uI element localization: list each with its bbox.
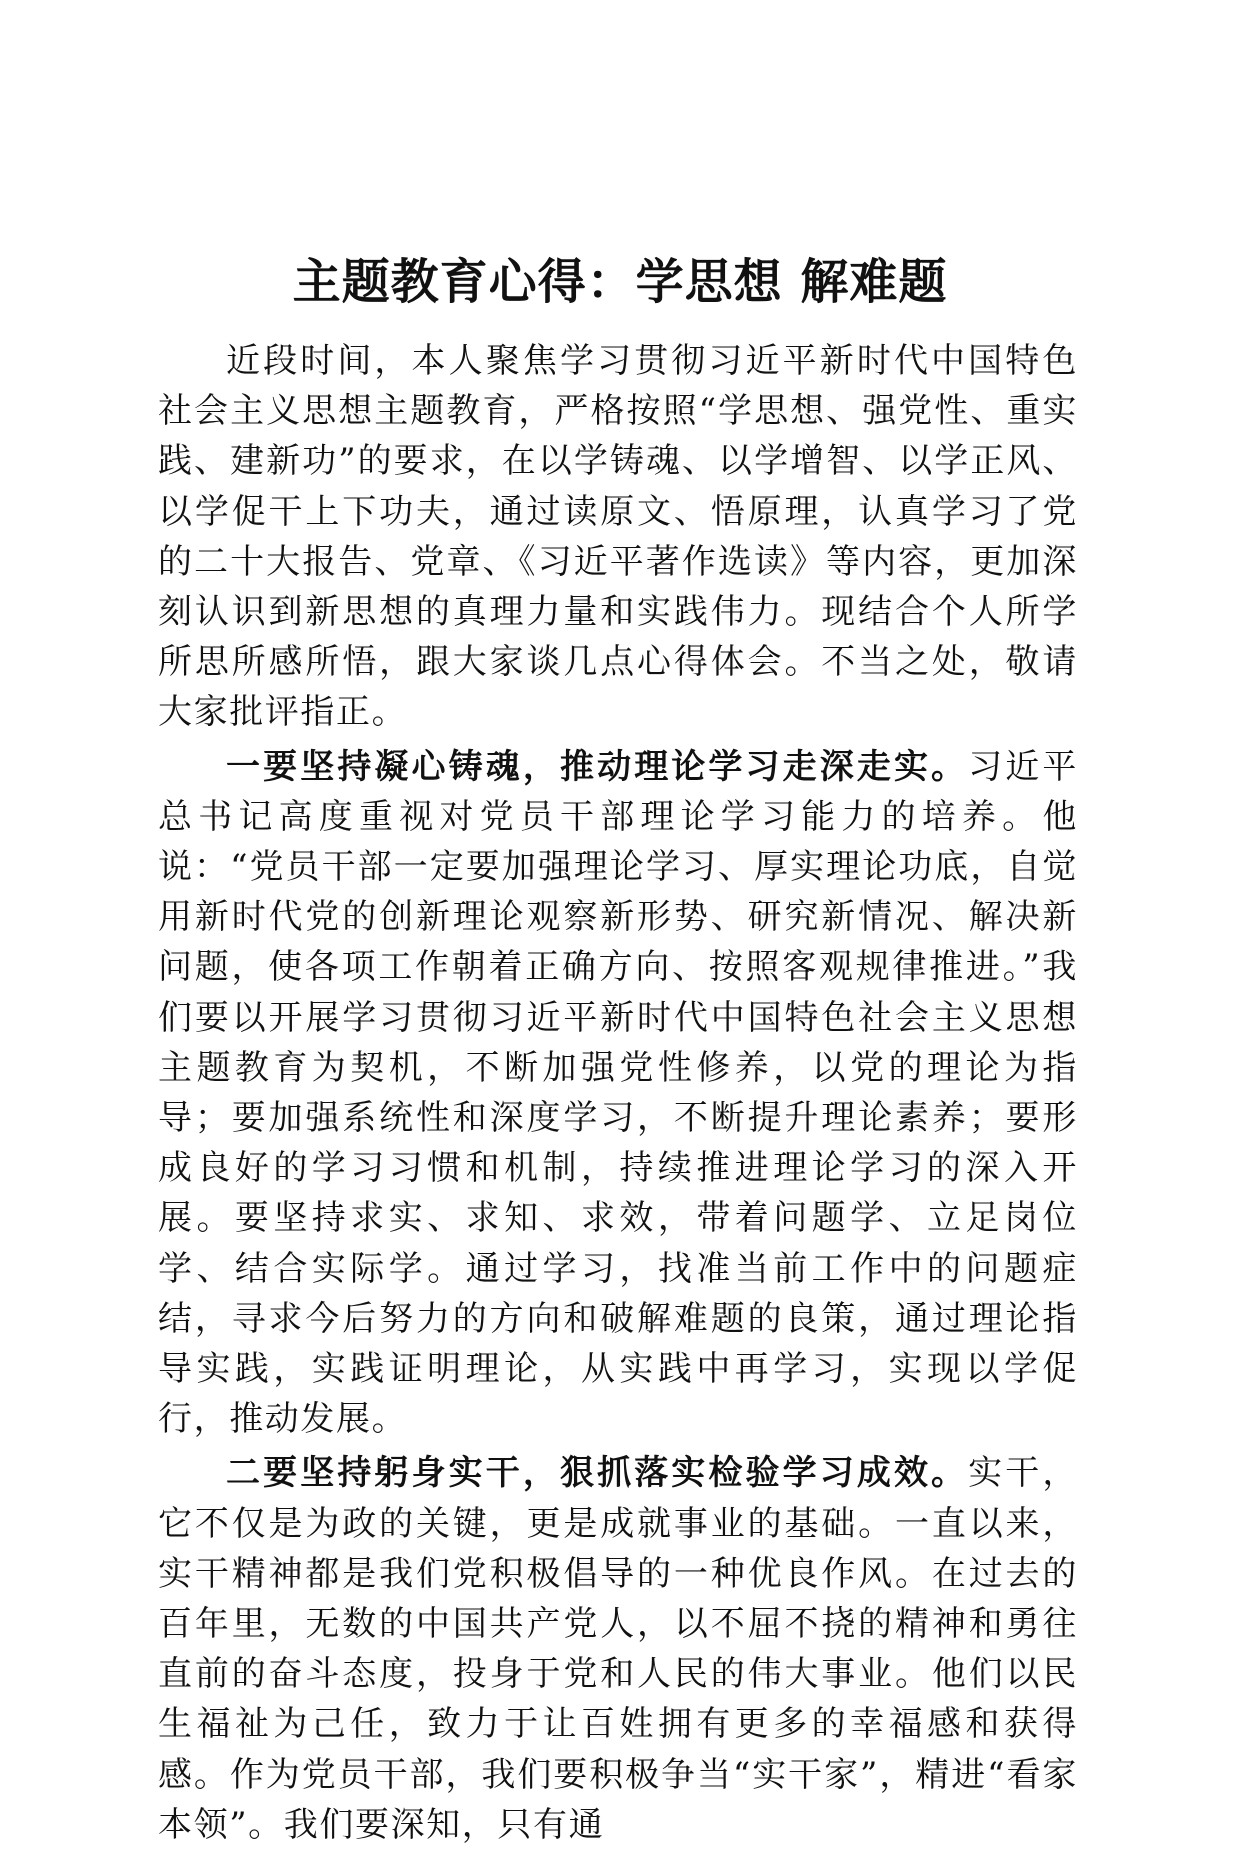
document-body — [158, 336, 1078, 1850]
paragraph-lead: 二要坚持躬身实干，狠抓落实检验学习成效。 — [226, 1453, 969, 1494]
document-title: 主题教育心得：学思想 解难题 — [292, 254, 948, 310]
paragraph-text: 习近平总书记高度重视对党员干部理论学习能力的培养。他说：“党员干部一定要加强理论学习、厚实理论功底，自觉用新时代党的创新理论观察新形势、研究新情况、解决新问题，使各项工作朝着正确方向、按照客观规律推进。”我们要以开展学习贯彻习近平新时代中国特色社会主义思想主题教育为契机，不断加强党性修养，以党的理论为指导；要加强系统性和深度学习，不断提升理论素养；要形成良好的学习习惯和机制，持续推进理论学习的深入开展。要坚持求实、求知、求效，带着问题学、立足岗位学、结合实际学。通过学习，找准当前工作中的问题症结，寻求今后努力的方向和破解难题的良策，通过理论指导实践，实践证明理论，从实践中再学习，实现以学促行，推动发展。 — [158, 746, 1078, 1440]
paragraph-intro — [158, 336, 1078, 738]
paragraph-lead: 一要坚持凝心铸魂，推动理论学习走深走实。 — [226, 746, 969, 787]
paragraph-text: 近段时间，本人聚焦学习贯彻习近平新时代中国特色社会主义思想主题教育，严格按照“学思想、强党性、重实践、建新功”的要求，在以学铸魂、以学增智、以学正风、以学促干上下功夫，通过读原文、悟原理，认真学习了党的二十大报告、党章、《习近平著作选读》等内容，更加深刻认识到新思想的真理力量和实践伟力。现结合个人所学所思所感所悟，跟大家谈几点心得体会。不当之处，敬请大家批评指正。 — [158, 341, 1078, 733]
paragraph-text: 实干，它不仅是为政的关键，更是成就事业的基础。一直以来，实干精神都是我们党积极倡导的一种优良作风。在过去的百年里，无数的中国共产党人，以不屈不挠的精神和勇往直前的奋斗态度，投身于党和人民的伟大事业。他们以民生福祉为己任，致力于让百姓拥有更多的幸福感和获得感。作为党员干部，我们要积极争当“实干家”，精进“看家本领”。我们要深知，只有通 — [158, 1453, 1078, 1845]
paragraph-point-two — [158, 1448, 1078, 1850]
paragraph-point-one — [158, 742, 1078, 1445]
